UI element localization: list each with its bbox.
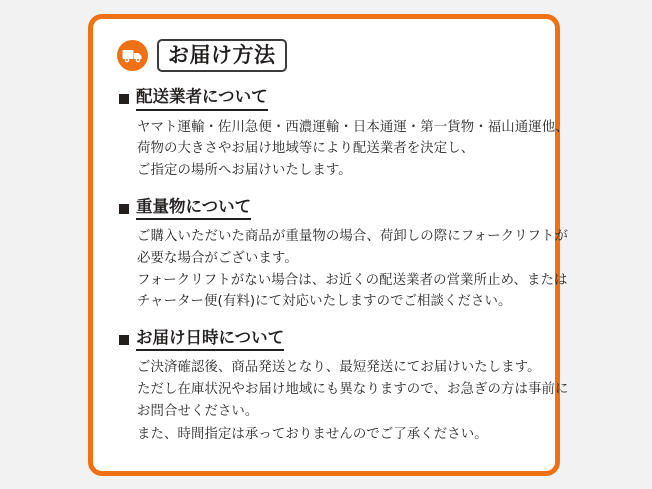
square-bullet-icon <box>119 335 129 345</box>
section-body <box>137 117 569 182</box>
body-line: お問合せください。 <box>137 403 259 419</box>
card-title-box <box>157 39 287 72</box>
section-body <box>137 226 569 313</box>
body-line: また、時間指定は承っておりませんのでご了承ください。 <box>137 427 488 443</box>
body-line: 荷物の大きさやお届け地域等により配送業者を決定し、 <box>137 141 475 157</box>
section-body <box>137 357 569 446</box>
body-line: ご指定の場所へお届けいたします。 <box>137 162 352 178</box>
truck-icon <box>117 40 148 71</box>
square-bullet-icon <box>119 204 129 214</box>
section-heading-row <box>119 86 533 110</box>
section-title: 重量物について <box>136 196 251 220</box>
section-title: お届け日時について <box>136 327 284 351</box>
square-bullet-icon <box>119 94 129 104</box>
page-title: お届け方法 <box>168 43 276 67</box>
body-line: ただし在庫状況やお届け地域にも異なりますので、お急ぎの方は事前に <box>137 382 569 398</box>
section-delivery-datetime <box>115 327 569 446</box>
section-title: 配送業者について <box>136 86 268 110</box>
body-line: 必要な場合がございます。 <box>137 250 298 266</box>
section-heading-row <box>119 327 533 351</box>
section-heavy-items <box>115 196 569 313</box>
body-line: ヤマト運輸・佐川急便・西濃運輸・日本通運・第一貨物・福山通運他、 <box>137 119 569 135</box>
body-line: チャーター便(有料)にて対応いたしますのでご相談ください。 <box>137 294 512 310</box>
card-title-row <box>117 39 533 72</box>
section-shipping-carrier <box>115 86 569 182</box>
body-line: フォークリフトがない場合は、お近くの配送業者の営業所止め、または <box>137 272 568 288</box>
shipping-info-card <box>88 14 569 476</box>
body-line: ご購入いただいた商品が重量物の場合、荷卸しの際にフォークリフトが <box>137 229 569 245</box>
section-heading-row <box>119 196 533 220</box>
body-line: ご決済確認後、商品発送となり、最短発送にてお届けいたします。 <box>137 360 541 376</box>
